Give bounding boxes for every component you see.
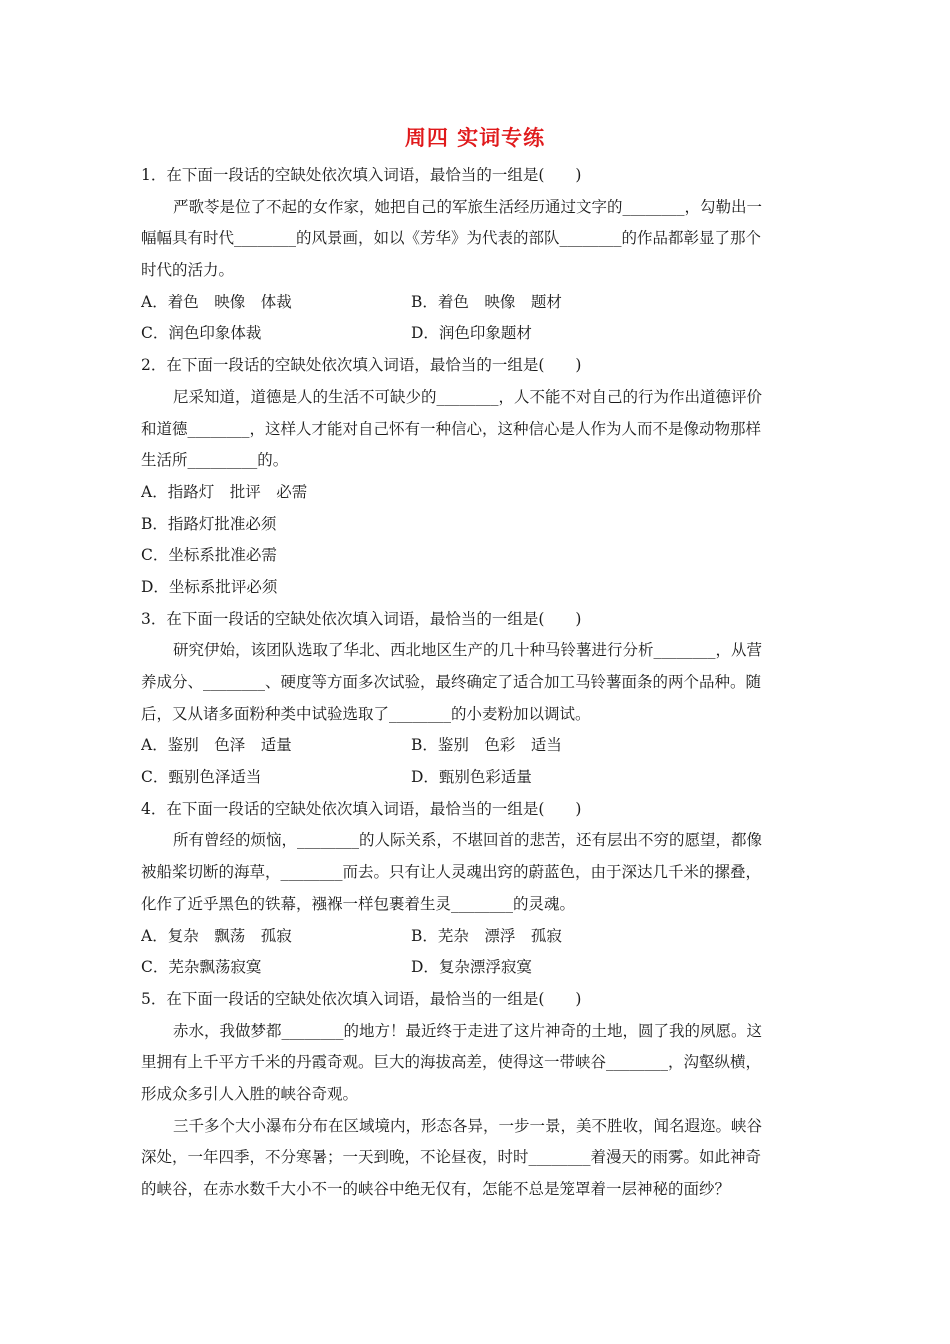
passage-line: 所有曾经的烦恼，________的人际关系，不堪回首的悲苦，还有层出不穷的愿望，都像	[173, 831, 763, 850]
passage-line: 赤水，我做梦都________的地方！最近终于走进了这片神奇的土地，圆了我的夙愿。这	[173, 1021, 763, 1040]
options-row	[141, 730, 812, 762]
passage-line: 化作了近乎黑色的铁幕，襁褓一样包裹着生灵________的灵魂。	[141, 894, 576, 913]
question-3	[141, 604, 812, 794]
option-b: B．指路灯批准必须	[141, 514, 277, 533]
option-c: C．坐标系批准必需	[141, 546, 277, 565]
question-stem: 5．在下面一段话的空缺处依次填入词语，最恰当的一组是( )	[141, 989, 582, 1008]
question-stem: 4．在下面一段话的空缺处依次填入词语，最恰当的一组是( )	[141, 799, 582, 818]
question-stem: 2．在下面一段话的空缺处依次填入词语，最恰当的一组是( )	[141, 356, 582, 375]
option-c: C．甄别色泽适当	[141, 768, 262, 787]
options-row	[141, 287, 812, 319]
option-d: D．复杂漂浮寂寞	[411, 958, 532, 977]
option-a: A．着色 映像 体裁	[141, 292, 292, 311]
question-1	[141, 160, 812, 350]
passage-line: 严歌苓是位了不起的女作家，她把自己的军旅生活经历通过文字的________，勾勒出一	[173, 197, 763, 216]
question-5	[141, 984, 812, 1206]
passage-line: 尼采知道，道德是人的生活不可缺少的________，人不能不对自己的行为作出道德评价	[173, 387, 763, 406]
passage-line: 的峡谷，在赤水数千大小不一的峡谷中绝无仅有，怎能不总是笼罩着一层神秘的面纱？	[141, 1180, 731, 1198]
question-2	[141, 350, 812, 604]
passage-line: 深处，一年四季，不分寒暑；一天到晚，不论昼夜，时时________着漫天的雨雾。如此神奇	[141, 1148, 762, 1167]
options-row	[141, 921, 812, 953]
option-b: B．芜杂 漂浮 孤寂	[411, 926, 562, 945]
option-a: A．指路灯 批评 必需	[141, 482, 308, 501]
option-a: A．鉴别 色泽 适量	[141, 736, 292, 755]
options-row	[141, 318, 812, 350]
page-title: 周四 实词专练	[404, 126, 546, 150]
passage-line: 生活所_________的。	[141, 451, 289, 470]
option-d: D．甄别色彩适量	[411, 768, 532, 787]
passage-line: 养成分、________、硬度等方面多次试验，最终确定了适合加工马铃薯面条的两个品种。随	[141, 673, 762, 691]
passage-line: 研究伊始，该团队选取了华北、西北地区生产的几十种马铃薯进行分析________，从营	[173, 641, 763, 660]
option-a: A．复杂 飘荡 孤寂	[141, 926, 292, 945]
options-row	[141, 762, 812, 794]
passage-line: 三千多个大小瀑布分布在区域境内，形态各异，一步一景，美不胜收，闻名遐迩。峡谷	[173, 1116, 763, 1135]
passage-line: 被船桨切断的海草，________而去。只有让人灵魂出窍的蔚蓝色，由于深达几千米的摞叠，	[141, 863, 762, 882]
passage-line: 时代的活力。	[141, 261, 235, 280]
option-d: D．坐标系批评必须	[141, 577, 278, 596]
passage-line: 里拥有上千平方千米的丹霞奇观。巨大的海拔高差，使得这一带峡谷________，沟壑纵横，	[141, 1053, 762, 1072]
option-b: B．鉴别 色彩 适当	[411, 736, 562, 755]
option-b: B．着色 映像 题材	[411, 292, 562, 311]
passage-line: 和道德________，这样人才能对自己怀有一种信心，这种信心是人作为人而不是像动物那样	[141, 419, 762, 438]
passage-line: 形成众多引人入胜的峡谷奇观。	[141, 1084, 359, 1103]
passage-line: 幅幅具有时代________的风景画，如以《芳华》为代表的部队________的作品都彰显了那个	[141, 229, 762, 248]
passage-line: 后，又从诸多面粉种类中试验选取了________的小麦粉加以调试。	[141, 704, 591, 723]
question-4	[141, 794, 812, 984]
document-body	[141, 160, 812, 1206]
question-stem: 3．在下面一段话的空缺处依次填入词语，最恰当的一组是( )	[141, 609, 582, 628]
question-stem: 1．在下面一段话的空缺处依次填入词语，最恰当的一组是( )	[141, 166, 582, 184]
option-d: D．润色印象题材	[411, 324, 532, 343]
options-row	[141, 952, 812, 984]
option-c: C．润色印象体裁	[141, 324, 262, 343]
option-c: C．芜杂飘荡寂寞	[141, 958, 262, 977]
